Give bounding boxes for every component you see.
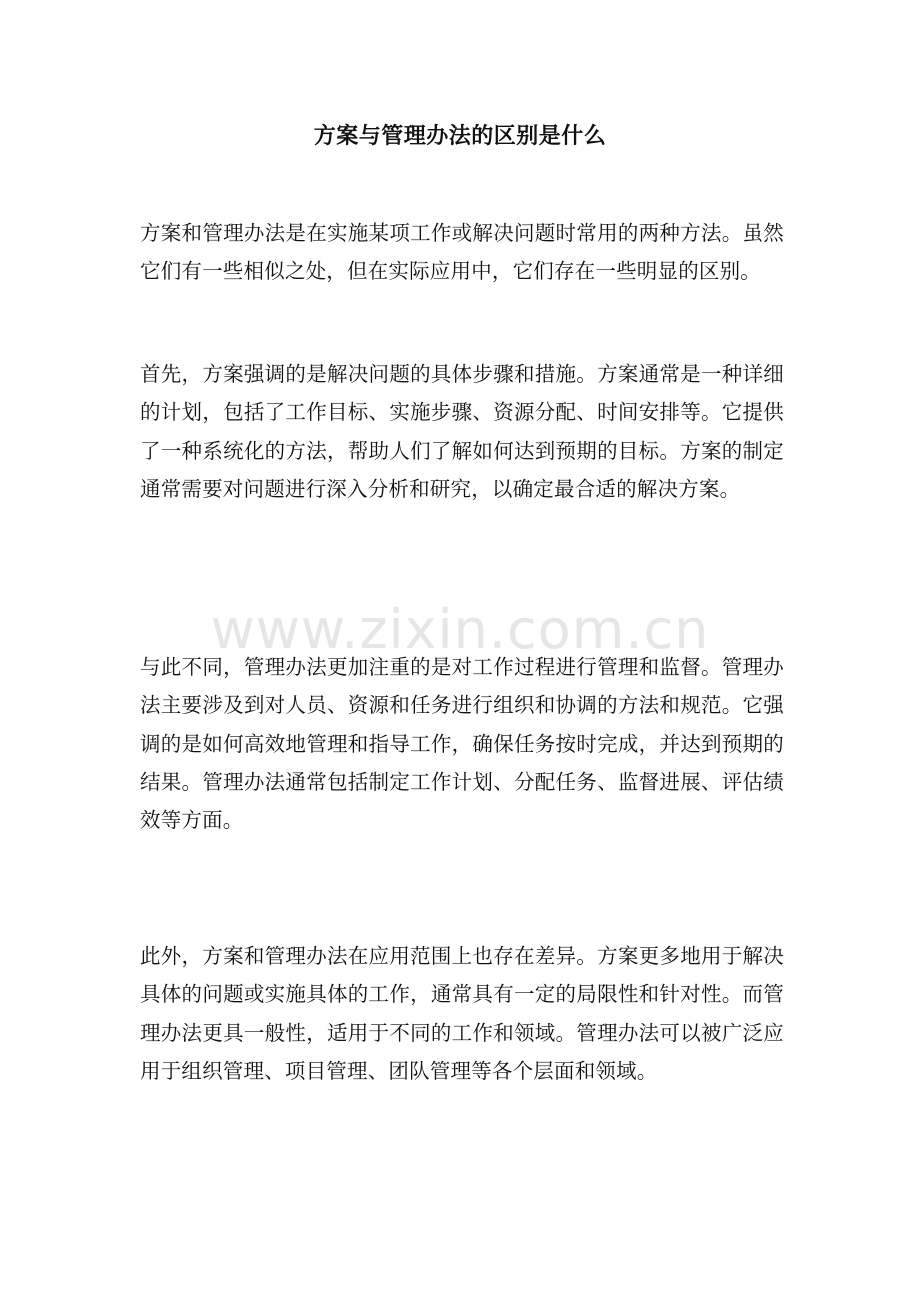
document-title: 方案与管理办法的区别是什么 [313, 123, 607, 149]
paragraph-intro: 方案和管理办法是在实施某项工作或解决问题时常用的两种方法。虽然它们有一些相似之处，但在实际应用中，它们存在一些明显的区别。 [140, 221, 784, 284]
paragraph-scope: 此外，方案和管理办法在应用范围上也存在差异。方案更多地用于解决具体的问题或实施具体的工作，通常具有一定的局限性和针对性。而管理办法更具一般性，适用于不同的工作和领域。管理办法可以被广泛应用于组织管理、项目管理、团队管理等各个层面和领域。 [140, 944, 784, 1083]
paragraph-scheme: 首先，方案强调的是解决问题的具体步骤和措施。方案通常是一种详细的计划，包括了工作目标、实施步骤、资源分配、时间安排等。它提供了一种系统化的方法，帮助人们了解如何达到预期的目标。方案的制定通常需要对问题进行深入分析和研究，以确定最合适的解决方案。 [140, 362, 784, 501]
paragraph-management: 与此不同，管理办法更加注重的是对工作过程进行管理和监督。管理办法主要涉及到对人员、资源和任务进行组织和协调的方法和规范。它强调的是如何高效地管理和指导工作，确保任务按时完成，并达到预期的结果。管理办法通常包括制定工作计划、分配任务、监督进展、评估绩效等方面。 [140, 655, 784, 833]
watermark: www.zixin.com.cn [210, 598, 710, 661]
